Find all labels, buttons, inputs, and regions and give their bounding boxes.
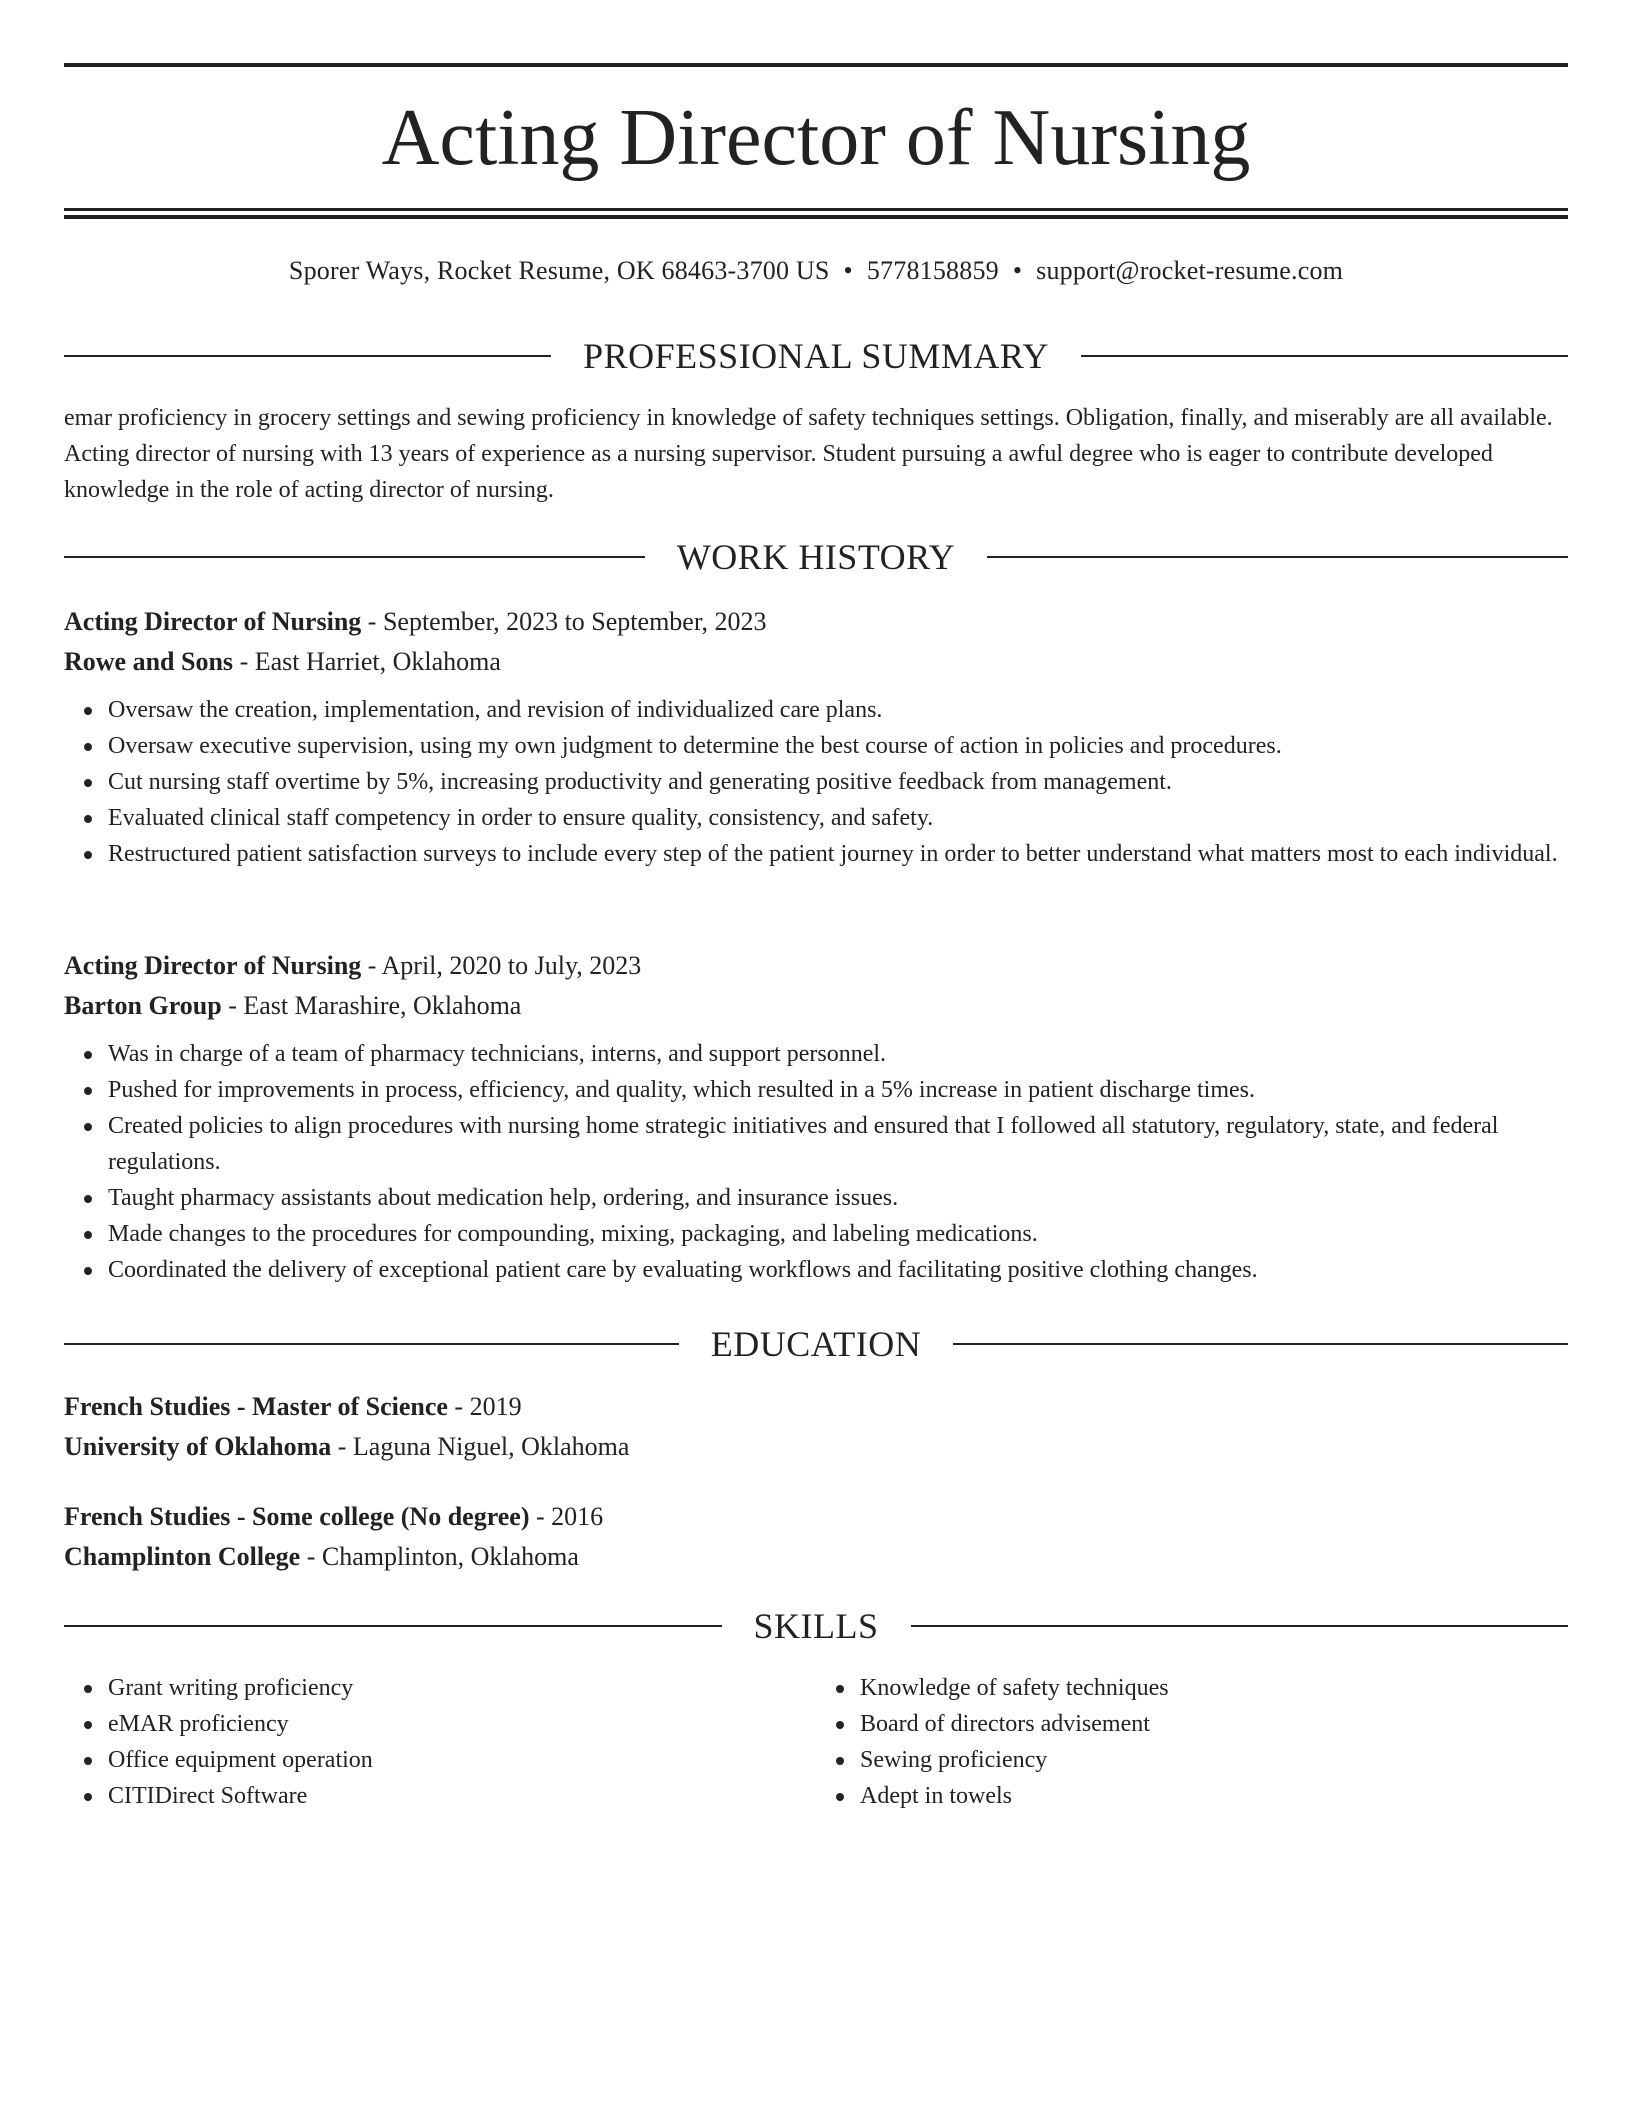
- section-title: EDUCATION: [710, 1324, 922, 1364]
- education-year: - 2016: [529, 1502, 604, 1531]
- contact-separator: •: [1012, 256, 1023, 285]
- section-rule-left: [64, 1625, 722, 1627]
- education-degree: French Studies - Master of Science: [64, 1392, 448, 1421]
- contact-line: [64, 254, 1568, 288]
- job-title: Acting Director of Nursing: [64, 607, 362, 636]
- skill-item: Office equipment operation: [108, 1742, 816, 1778]
- education-degree: French Studies - Some college (No degree): [64, 1502, 530, 1531]
- list-item: Was in charge of a team of pharmacy technicians, interns, and support personnel.: [108, 1036, 1568, 1072]
- section-heading-education: [64, 1322, 1568, 1366]
- section-rule-left: [64, 355, 551, 357]
- education-degree-line: [64, 1387, 1568, 1427]
- section-rule-right: [987, 556, 1568, 558]
- skill-item: CITIDirect Software: [108, 1778, 816, 1814]
- education-degree-line: [64, 1497, 1568, 1537]
- job-entry-1: [64, 602, 1568, 872]
- education-school: University of Oklahoma: [64, 1432, 332, 1461]
- section-heading-summary: [64, 334, 1568, 378]
- list-item: Restructured patient satisfaction surveys to include every step of the patient journey in order to better understand what matters most to each individual.: [108, 836, 1568, 872]
- section-rule-right: [911, 1625, 1569, 1627]
- education-year: - 2019: [447, 1392, 522, 1421]
- job-title-line: [64, 946, 1568, 986]
- job-company-line: [64, 986, 1568, 1026]
- list-item: Coordinated the delivery of exceptional patient care by evaluating workflows and facilitating positive clothing changes.: [108, 1252, 1568, 1288]
- education-school: Champlinton College: [64, 1542, 301, 1571]
- skills-list-right: [816, 1670, 1568, 1814]
- skills-columns: [64, 1670, 1568, 1814]
- list-item: Pushed for improvements in process, efficiency, and quality, which resulted in a 5% increase in patient discharge times.: [108, 1072, 1568, 1108]
- job-dates: - September, 2023 to September, 2023: [361, 607, 767, 636]
- summary-text: emar proficiency in grocery settings and sewing proficiency in knowledge of safety techniques settings. Obligation, finally, and miserably are all available. Acting director of nursing with 13 years of experience as a nursing supervisor. Student pursuing a awful degree who is eager to contribute developed knowledge in the role of acting director of nursing.: [64, 405, 1553, 503]
- skill-item: Knowledge of safety techniques: [860, 1670, 1568, 1706]
- section-rule-right: [1081, 355, 1568, 357]
- skill-item: Adept in towels: [860, 1778, 1568, 1814]
- contact-address: Sporer Ways, Rocket Resume, OK 68463-3700 US: [288, 256, 830, 285]
- skill-item: eMAR proficiency: [108, 1706, 816, 1742]
- job-duties-list: [64, 692, 1568, 872]
- skill-item: Sewing proficiency: [860, 1742, 1568, 1778]
- education-entry-2: [64, 1497, 1568, 1577]
- education-school-line: [64, 1537, 1568, 1577]
- job-title: Acting Director of Nursing: [64, 951, 362, 980]
- list-item: Taught pharmacy assistants about medication help, ordering, and insurance issues.: [108, 1180, 1568, 1216]
- job-title-line: [64, 602, 1568, 642]
- job-company: Barton Group: [64, 991, 222, 1020]
- header-bottom-rule-thick: [64, 215, 1568, 219]
- section-rule-right: [953, 1343, 1568, 1345]
- section-rule-left: [64, 1343, 679, 1345]
- list-item: Created policies to align procedures with nursing home strategic initiatives and ensured that I followed all statutory, regulatory, state, and federal regulations.: [108, 1108, 1568, 1180]
- education-entry-1: [64, 1387, 1568, 1467]
- education-location: - Laguna Niguel, Oklahoma: [331, 1432, 630, 1461]
- header-bottom-rule-thin: [64, 208, 1568, 211]
- section-heading-skills: [64, 1604, 1568, 1648]
- section-heading-work-history: [64, 535, 1568, 579]
- education-location: - Champlinton, Oklahoma: [300, 1542, 579, 1571]
- skill-item: Grant writing proficiency: [108, 1670, 816, 1706]
- list-item: Made changes to the procedures for compounding, mixing, packaging, and labeling medications.: [108, 1216, 1568, 1252]
- list-item: Oversaw the creation, implementation, and revision of individualized care plans.: [108, 692, 1568, 728]
- contact-phone: 5778158859: [866, 256, 999, 285]
- contact-separator: •: [843, 256, 853, 285]
- job-location: - East Marashire, Oklahoma: [221, 991, 522, 1020]
- section-rule-left: [64, 556, 645, 558]
- resume-title: Acting Director of Nursing: [381, 94, 1251, 182]
- education-school-line: [64, 1427, 1568, 1467]
- job-company-line: [64, 642, 1568, 682]
- job-duties-list: [64, 1036, 1568, 1288]
- job-dates: - April, 2020 to July, 2023: [361, 951, 642, 980]
- skills-list-left: [64, 1670, 816, 1814]
- skill-item: Board of directors advisement: [860, 1706, 1568, 1742]
- job-location: - East Harriet, Oklahoma: [233, 647, 501, 676]
- contact-email[interactable]: support@rocket-resume.com: [1036, 256, 1344, 285]
- list-item: Evaluated clinical staff competency in order to ensure quality, consistency, and safety.: [108, 800, 1568, 836]
- section-title: SKILLS: [753, 1606, 879, 1646]
- list-item: Cut nursing staff overtime by 5%, increasing productivity and generating positive feedback from management.: [108, 764, 1568, 800]
- job-entry-2: [64, 946, 1568, 1288]
- job-company: Rowe and Sons: [64, 647, 234, 676]
- list-item: Oversaw executive supervision, using my own judgment to determine the best course of action in policies and procedures.: [108, 728, 1568, 764]
- section-title: PROFESSIONAL SUMMARY: [583, 336, 1049, 376]
- section-title: WORK HISTORY: [676, 537, 956, 577]
- header-top-rule: [64, 63, 1568, 67]
